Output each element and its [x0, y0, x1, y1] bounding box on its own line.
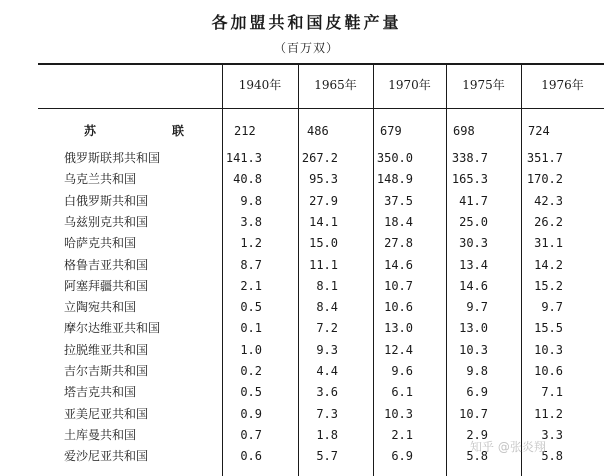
table-row	[0, 148, 613, 169]
table-row	[0, 169, 613, 190]
table-row	[0, 191, 613, 212]
value-cell: 0.6	[240, 449, 262, 464]
total-1976: 724	[528, 124, 550, 138]
value-cell: 9.8	[240, 193, 262, 208]
total-row	[0, 121, 613, 142]
republic-name: 立陶宛共和国	[64, 300, 137, 315]
value-cell: 7.2	[316, 321, 338, 336]
value-cell: 13.4	[459, 257, 488, 272]
value-cell: 1.0	[240, 342, 262, 357]
table-row	[0, 255, 613, 276]
value-cell: 0.2	[240, 364, 262, 378]
value-cell: 141.3	[225, 151, 262, 165]
value-cell: 95.3	[309, 172, 338, 187]
column-header-1970: 1970年	[388, 78, 431, 92]
republic-name: 土库曼共和国	[64, 427, 137, 442]
value-cell: 10.7	[459, 406, 488, 421]
value-cell: 3.8	[240, 214, 262, 229]
value-cell: 148.9	[376, 172, 413, 187]
value-cell: 15.0	[309, 236, 338, 251]
table-row	[0, 404, 613, 425]
value-cell: 0.7	[240, 427, 262, 442]
value-cell: 30.3	[459, 236, 488, 251]
column-header-1965: 1965年	[314, 78, 357, 92]
table-row	[0, 340, 613, 361]
total-1975: 698	[453, 124, 475, 138]
total-label-part-a: 苏	[84, 124, 97, 138]
value-cell: 7.3	[316, 406, 338, 421]
table-row	[0, 233, 613, 254]
value-cell: 14.6	[459, 278, 488, 293]
value-cell: 13.0	[384, 321, 413, 336]
table-subtitle: （百万双）	[273, 41, 339, 55]
total-1965: 486	[307, 124, 329, 138]
watermark: 知乎 @张炎翔	[470, 440, 546, 454]
republic-name: 乌兹别克共和国	[64, 214, 149, 229]
value-cell: 6.9	[391, 449, 413, 464]
republic-name: 俄罗斯联邦共和国	[64, 151, 161, 165]
value-cell: 8.7	[240, 257, 262, 272]
value-cell: 4.4	[316, 364, 338, 378]
table-row	[0, 297, 613, 318]
value-cell: 18.4	[384, 214, 413, 229]
value-cell: 26.2	[534, 214, 563, 229]
table-title: 各加盟共和国皮鞋产量	[211, 13, 402, 32]
value-cell: 0.5	[240, 300, 262, 315]
value-cell: 8.1	[316, 278, 338, 293]
republic-name: 亚美尼亚共和国	[64, 406, 149, 421]
value-cell: 10.3	[459, 342, 488, 357]
table-row	[0, 318, 613, 339]
value-cell: 0.5	[240, 385, 262, 400]
value-cell: 37.5	[384, 193, 413, 208]
value-cell: 31.1	[534, 236, 563, 251]
value-cell: 14.1	[309, 214, 338, 229]
value-cell: 12.4	[384, 342, 413, 357]
republic-name: 格鲁吉亚共和国	[64, 257, 149, 272]
value-cell: 6.9	[466, 385, 488, 400]
table-row	[0, 212, 613, 233]
value-cell: 350.0	[376, 151, 413, 165]
value-cell: 165.3	[451, 172, 488, 187]
total-label	[84, 121, 184, 142]
value-cell: 40.8	[233, 172, 262, 187]
value-cell: 267.2	[301, 151, 338, 165]
republic-name: 拉脱维亚共和国	[64, 342, 149, 357]
value-cell: 9.7	[541, 300, 563, 315]
value-cell: 9.8	[466, 364, 488, 378]
value-cell: 1.2	[240, 236, 262, 251]
value-cell: 5.8	[541, 449, 563, 464]
republic-name: 哈萨克共和国	[64, 236, 137, 251]
value-cell: 2.1	[240, 278, 262, 293]
header-rule	[38, 108, 604, 109]
republic-name: 爱沙尼亚共和国	[64, 449, 149, 464]
total-label-part-b: 联	[171, 124, 184, 138]
value-cell: 15.2	[534, 278, 563, 293]
value-cell: 10.3	[534, 342, 563, 357]
value-cell: 10.6	[534, 364, 563, 378]
column-header-1976: 1976年	[541, 78, 584, 92]
value-cell: 15.5	[534, 321, 563, 336]
value-cell: 13.0	[459, 321, 488, 336]
column-header-1940: 1940年	[238, 78, 282, 92]
value-cell: 27.9	[309, 193, 338, 208]
value-cell: 14.2	[534, 257, 563, 272]
value-cell: 9.3	[316, 342, 338, 357]
table-row	[0, 382, 613, 403]
value-cell: 170.2	[526, 172, 563, 187]
republic-name: 摩尔达维亚共和国	[64, 321, 161, 336]
value-cell: 11.2	[534, 406, 563, 421]
republic-name: 塔吉克共和国	[64, 385, 137, 400]
value-cell: 41.7	[459, 193, 488, 208]
value-cell: 10.7	[384, 278, 413, 293]
republic-name: 白俄罗斯共和国	[64, 193, 149, 208]
value-cell: 1.8	[316, 427, 338, 442]
value-cell: 11.1	[309, 257, 338, 272]
republic-name: 吉尔吉斯共和国	[64, 364, 149, 378]
value-cell: 5.8	[466, 449, 488, 464]
value-cell: 7.1	[541, 385, 563, 400]
republic-name: 乌克兰共和国	[64, 172, 137, 187]
total-1940: 212	[234, 124, 256, 138]
value-cell: 5.7	[316, 449, 338, 464]
value-cell: 0.9	[240, 406, 262, 421]
republic-name: 阿塞拜疆共和国	[64, 278, 149, 293]
value-cell: 2.1	[391, 427, 413, 442]
total-1970: 679	[380, 124, 402, 138]
value-cell: 3.3	[541, 427, 563, 442]
table-row	[0, 361, 613, 382]
value-cell: 351.7	[526, 151, 563, 165]
value-cell: 10.6	[384, 300, 413, 315]
value-cell: 3.6	[316, 385, 338, 400]
value-cell: 9.7	[466, 300, 488, 315]
value-cell: 0.1	[240, 321, 262, 336]
value-cell: 6.1	[391, 385, 413, 400]
value-cell: 42.3	[534, 193, 563, 208]
value-cell: 8.4	[316, 300, 338, 315]
top-rule	[38, 63, 604, 65]
value-cell: 2.9	[466, 427, 488, 442]
column-header-1975: 1975年	[462, 78, 505, 92]
value-cell: 25.0	[459, 214, 488, 229]
value-cell: 338.7	[451, 151, 488, 165]
table-row	[0, 276, 613, 297]
value-cell: 10.3	[384, 406, 413, 421]
value-cell: 14.6	[384, 257, 413, 272]
value-cell: 27.8	[384, 236, 413, 251]
value-cell: 9.6	[391, 364, 413, 378]
